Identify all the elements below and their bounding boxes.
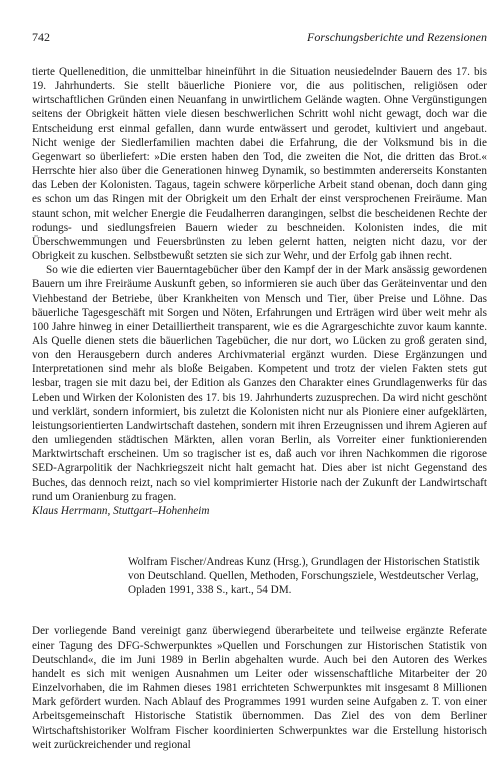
page xyxy=(32,30,487,752)
paragraph-2: So wie die edierten vier Bauerntagebücher über den Kampf der in der Mark ansässig gewordenen Bauern um ihre Freiräume Auskunft geben, so informieren sie auch über das Geräteinventar und den Viehbestand der Betriebe, über Krankheiten von Mensch und Tier, über Preise und Löhne. Das bäuerliche Tagesgeschäft mit Sorgen und Nöten, Erfahrungen und Erträgen wird über weit mehr als 100 Jahre hinweg in einer Detailliertheit transparent, wie es die Agrargeschichte zuvor kaum kannte. Als Quelle dienen stets die bäuerlichen Tagebücher, die nur dort, wo Lücken zu groß geraten sind, von den Herausgebern durch anderes Archivmaterial ergänzt wurden. Diese Ergänzungen und Interpretationen sind mehr als bloße Beigaben. Kompetent und trotz der vielen Fakten stets gut lesbar, tragen sie mit dazu bei, der Edition als Ganzes den Charakter eines Grundlagenwerks für das Leben und Wirken der Kolonisten des 17. bis 19. Jahrhunderts zuzusprechen. Da wird nicht geschönt und verklärt, sondern informiert, bis zuletzt die Kolonisten nicht nur als Pioniere einer aufgeklärten, leistungsorientierten Landwirtschaft dastehen, sondern mit ihren Erzeugnissen und ihrem Agieren auf den umliegenden städtischen Märkten, allen voran Berlin, als Vorreiter einer funktionierenden Marktwirtschaft erscheinen. Um so tragischer ist es, daß auch vor ihren Nachkommen die rigorose SED-Agrarpolitik der Nachkriegszeit nicht halt gemacht hat. Dies aber ist nicht Gegenstand des Buches, das dennoch reizt, nach so viel komprimierter Historie nach der Zukunft der Landwirtschaft rund um Oranienburg zu fragen. xyxy=(32,264,487,503)
review-continuation xyxy=(32,65,487,518)
paragraph-3: Der vorliegende Band vereinigt ganz überwiegend überarbeitete und teilweise ergänzte Referate einer Tagung des DFG-Schwerpunktes »Quellen und Forschungen zur Historischen Statistik von Deutschland«, die im Juni 1989 in Berlin abgehalten wurde. Auch bei den Autoren des Werkes handelt es sich mit wenigen Ausnahmen um Leiter oder wissenschaftliche Mitarbeiter der 20 Einzelvorhaben, die im Rahmen dieses 1981 errichteten Schwerpunktes mit insgesamt 8 Millionen Mark gefördert wurden. Nach Ablauf des Programmes 1991 wurden seine Aufgaben z. T. von einer Arbeitsgemeinschaft Historische Statistik übernommen. Das Ziel des von dem Berliner Wirtschaftshistoriker Wolfram Fischer koordinierten Schwerpunktes war die Erstellung historisch weit zurückreichender und regional xyxy=(32,625,487,751)
running-header xyxy=(32,30,487,50)
running-title: Forschungsberichte und Rezensionen xyxy=(307,30,487,44)
reviewer-signature: Klaus Herrmann, Stuttgart–Hohenheim xyxy=(32,504,210,517)
page-number: 742 xyxy=(32,30,50,44)
paragraph-1: tierte Quellenedition, die unmittelbar hineinführt in die Situation neusiedelnder Bauern des 17. bis 19. Jahrhunderts. Sie stellt bäuerliche Pioniere vor, die aus politischen, religiösen oder wirtschaftlichen Gründen einen Neuanfang in unwirtlichem Gelände wagten. Ohne Vergünstigungen seitens der Obrigkeit hätten viele diesen beschwerlichen Schritt wohl nicht gewagt, doch war die Entscheidung erst einmal gefallen, dann wurde entwässert und gerodet, kultiviert und angebaut. Nicht wenige der Siedlerfamilien machten dabei die Erfahrung, die der Volksmund bis in die Gegenwart so überliefert: »Die ersten haben den Tod, die zweiten die Not, die dritten das Brot.« Herrschte hier also über die Generationen hinweg Dynamik, so bestimmten andererseits Konstanten das Leben der Kolonisten. Tagaus, tagein schwere körperliche Arbeit stand obenan, doch dann ging es schon um das Ringen mit der Obrigkeit um den Erhalt der einst versprochenen Freiräume. Man staunt schon, mit welcher Energie die Feudalherren darangingen, selbst die bescheidenen Rechte der rodungs- und siedlungsfreien Bauern wieder zu beschneiden. Kolonisten indes, die mit Überschwemmungen und Feuersbrünsten zu leben gelernt hatten, neigten nicht dazu, vor der Obrigkeit zu kuschen. Selbstbewußt setzten sie sich zur Wehr, und der Erfolg gab ihnen recht. xyxy=(32,66,487,263)
book-citation: Wolfram Fischer/Andreas Kunz (Hrsg.), Grundlagen der Historischen Statistik von Deutschland. Quellen, Methoden, Forschungsziele, Westdeutscher Verlag, Opladen 1991, 338 S., kart., 54 DM. xyxy=(128,556,480,597)
new-review xyxy=(32,624,487,751)
